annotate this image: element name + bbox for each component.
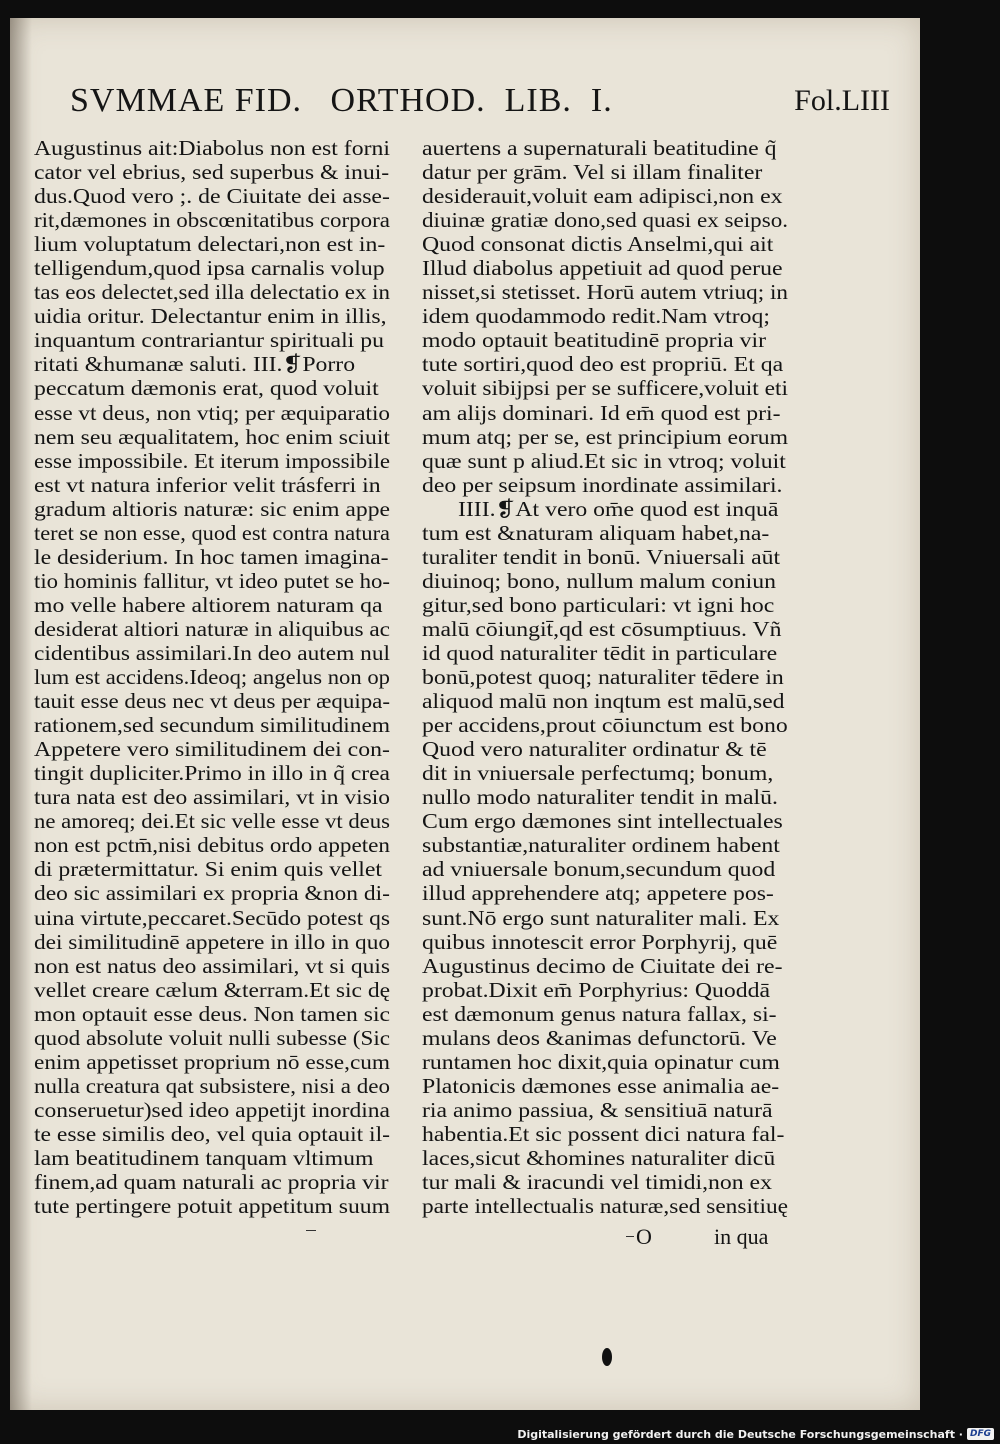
- text-line: quæ sunt p aliud.Et sic in vtroq; voluit: [422, 448, 786, 473]
- text-line: tio hominis fallitur, vt ideo putet se ho-: [34, 568, 390, 593]
- running-title: SVMMAE FID. ORTHOD. LIB. I.: [70, 82, 613, 119]
- footer-text: Digitalisierung gefördert durch die Deutsche Forschungsgemeinschaft ·: [517, 1427, 963, 1441]
- text-line: Quod vero naturaliter ordinatur & tē: [422, 737, 767, 762]
- text-line: inquantum contrariantur spirituali pu: [34, 328, 384, 353]
- text-line: vellet creare cælum &terram.Et sic dę: [34, 977, 390, 1002]
- text-line: deo per seipsum inordinate assimilari.: [422, 472, 783, 497]
- text-line: dus.Quod vero ;. de Ciuitate dei asse-: [34, 184, 390, 209]
- text-line: lum est accidens.Ideoq; angelus non op: [34, 665, 390, 690]
- text-line: le desiderium. In hoc tamen imagina-: [34, 544, 389, 569]
- text-line: tur mali & iracundi vel timidi,non ex: [422, 1170, 772, 1195]
- ink-mark: [306, 1230, 316, 1231]
- text-line: dei similitudinē appetere in illo in quo: [34, 929, 390, 954]
- text-line: non est natus deo assimilari, vt si quis: [34, 953, 390, 978]
- text-line: auertens a supernaturali beatitudine q̃: [422, 136, 777, 160]
- text-line: bonū,potest quoq; naturaliter tēdere in: [422, 665, 784, 690]
- text-line: quibus innotescit error Porphyrij, quē: [422, 929, 778, 954]
- text-line: non est pctm̄,nisi debitus ordo appeten: [34, 833, 390, 858]
- folio-number: Fol.LIII: [794, 84, 890, 117]
- dfg-logo: DFG: [967, 1428, 994, 1440]
- text-line: turaliter tendit in bonū. Vniuersali aūt: [422, 544, 781, 569]
- text-line: quod absolute voluit nulli subesse (Sic: [34, 1025, 390, 1050]
- text-line: Augustinus decimo de Ciuitate dei re-: [422, 953, 783, 978]
- text-line: laces,sicut &homines naturaliter dicū: [422, 1145, 776, 1170]
- text-line: voluit sibijpsi per se sufficere,voluit eti: [422, 376, 788, 401]
- text-line: peccatum dæmonis erat, quod voluit: [34, 376, 379, 401]
- text-line: di prætermittatur. Si enim quis vellet: [34, 857, 383, 882]
- text-line: Appetere vero similitudinem dei con-: [34, 737, 390, 762]
- signature-mark: O: [636, 1224, 652, 1249]
- text-line: malū cōiungit̄,qd est cōsumptiuus. Vñ: [422, 616, 782, 641]
- text-line: diuinæ gratiæ dono,sed quasi ex seipso.: [422, 208, 788, 233]
- text-line: cator vel ebrius, sed superbus & inui-: [34, 160, 390, 185]
- text-line: habentia.Et sic possent dici natura fal-: [422, 1121, 785, 1146]
- text-line: gitur,sed bono particulari: vt igni hoc: [422, 592, 775, 617]
- text-line: uina virtute,peccaret.Secūdo potest qs: [34, 905, 390, 930]
- text-line: nem seu æqualitatem, hoc enim sciuit: [34, 424, 390, 449]
- text-line: Illud diabolus appetiuit ad quod perue: [422, 256, 783, 281]
- text-line: tura nata est deo assimilari, vt in visio: [34, 785, 390, 810]
- digitization-footer: [517, 1425, 994, 1443]
- ink-blot: [602, 1348, 612, 1366]
- text-line: ritati &humanæ saluti. III.❡Porro: [34, 352, 356, 377]
- text-line: cidentibus assimilari.In deo autem nul: [34, 640, 390, 665]
- text-line: deo sic assimilari ex propria &non di-: [34, 881, 390, 906]
- text-line: tute pertingere potuit appetitum suum: [34, 1194, 390, 1219]
- text-line: te esse similis deo, vel quia optauit il-: [34, 1121, 390, 1146]
- text-line: probat.Dixit em̄ Porphyrius: Quoddā: [422, 977, 771, 1002]
- right-text-column: [422, 136, 792, 1218]
- text-line: ria animo passiua, & sensitiuā naturā: [422, 1097, 773, 1122]
- gutter-shadow: [10, 18, 32, 1410]
- text-line: tum est &naturam aliquam habet,na-: [422, 520, 770, 545]
- text-line: tingit dupliciter.Primo in illo in q̃ crea: [34, 761, 390, 786]
- text-line: idem quodammodo redit.Nam vtroq;: [422, 304, 770, 329]
- text-line: ne amoreq; dei.Et sic velle esse vt deus: [34, 809, 390, 834]
- text-line: nulla creatura qat subsistere, nisi a deo: [34, 1073, 390, 1098]
- text-line: am alijs dominari. Id em̄ quod est pri-: [422, 400, 781, 425]
- text-line: datur per grām. Vel si illam finaliter: [422, 160, 763, 185]
- text-line: mum atq; per se, est principium eorum: [422, 424, 788, 449]
- text-line: esse vt deus, non vtiq; per æquiparatio: [34, 400, 391, 425]
- left-text-column: [34, 136, 394, 1218]
- text-line: aliquod malū non inqtum est malū,sed: [422, 689, 785, 714]
- book-page: [10, 18, 920, 1410]
- text-line: substantiæ,naturaliter ordinem habent: [422, 833, 780, 858]
- text-line: esse impossibile. Et iterum impossibile: [34, 448, 390, 473]
- text-line: desiderat altiori naturæ in aliquibus ac: [34, 616, 390, 641]
- text-line: runtamen hoc dixit,quia opinatur cum: [422, 1049, 780, 1074]
- text-line: rationem,sed secundum similitudinem: [34, 713, 390, 738]
- text-line: Quod consonat dictis Anselmi,qui ait: [422, 232, 774, 257]
- text-line: est vt natura inferior velit trásferri in: [34, 472, 381, 497]
- text-line: lium voluptatum delectari,non est in-: [34, 232, 386, 257]
- text-line: ad vniuersale bonum,secundum quod: [422, 857, 776, 882]
- text-line: conseruetur)sed ideo appetijt inordina: [34, 1097, 390, 1122]
- text-line: id quod naturaliter tēdit in particulare: [422, 640, 778, 665]
- text-line: teret se non esse, quod est contra natura: [34, 520, 390, 545]
- text-line: sunt.Nō ergo sunt naturaliter mali. Ex: [422, 905, 780, 930]
- text-line: IIII.❡At vero om̄e quod est inquā: [458, 496, 779, 521]
- text-line: enim appetisset proprium nō esse,cum: [34, 1049, 390, 1074]
- catchword: in qua: [714, 1224, 769, 1249]
- text-line: gradum altioris naturæ: sic enim appe: [34, 496, 390, 521]
- text-line: Platonicis dæmones esse animalia ae-: [422, 1073, 780, 1098]
- text-line: mo velle habere altiorem naturam qa: [34, 592, 383, 617]
- text-line: per accidens,prout cōiunctum est bono: [422, 713, 788, 738]
- text-line: modo optauit beatitudinē propria vir: [422, 328, 767, 353]
- text-line: diuinoq; bono, nullum malum coniun: [422, 568, 776, 593]
- text-line: tute sortiri,quod deo est propriū. Et qa: [422, 352, 784, 377]
- text-line: est dæmonum genus natura fallax, si-: [422, 1001, 777, 1026]
- text-line: nullo modo naturaliter tendit in malū.: [422, 785, 778, 810]
- text-line: finem,ad quam naturali ac propria vir: [34, 1170, 389, 1195]
- text-line: tas eos delectet,sed illa delectatio ex in: [34, 280, 390, 305]
- text-line: Cum ergo dæmones sint intellectuales: [422, 809, 783, 834]
- text-line: telligendum,quod ipsa carnalis volup: [34, 256, 385, 281]
- text-line: illud apprehendere atq; appetere pos-: [422, 881, 774, 906]
- text-line: nisset,si stetisset. Horū autem vtriuq; in: [422, 280, 788, 305]
- text-line: parte intellectualis naturæ,sed sensitiuę: [422, 1194, 788, 1219]
- text-line: mon optauit esse deus. Non tamen sic: [34, 1001, 390, 1026]
- text-line: tauit esse deus nec vt deus per æquipa-: [34, 689, 390, 714]
- text-line: dit in vniuersale perfectumq; bonum,: [422, 761, 774, 786]
- text-line: uidia oritur. Delectantur enim in illis,: [34, 304, 387, 329]
- text-line: mulans deos &animas defunctorū. Ve: [422, 1025, 777, 1050]
- text-line: desiderauit,voluit eam adipisci,non ex: [422, 184, 783, 209]
- text-line: lam beatitudinem tanquam vltimum: [34, 1145, 374, 1170]
- text-line: Augustinus ait:Diabolus non est forni: [34, 136, 390, 160]
- running-head: [70, 82, 890, 122]
- text-line: rit,dæmones in obscœnitatibus corpora: [34, 208, 390, 233]
- ink-mark: [626, 1236, 634, 1237]
